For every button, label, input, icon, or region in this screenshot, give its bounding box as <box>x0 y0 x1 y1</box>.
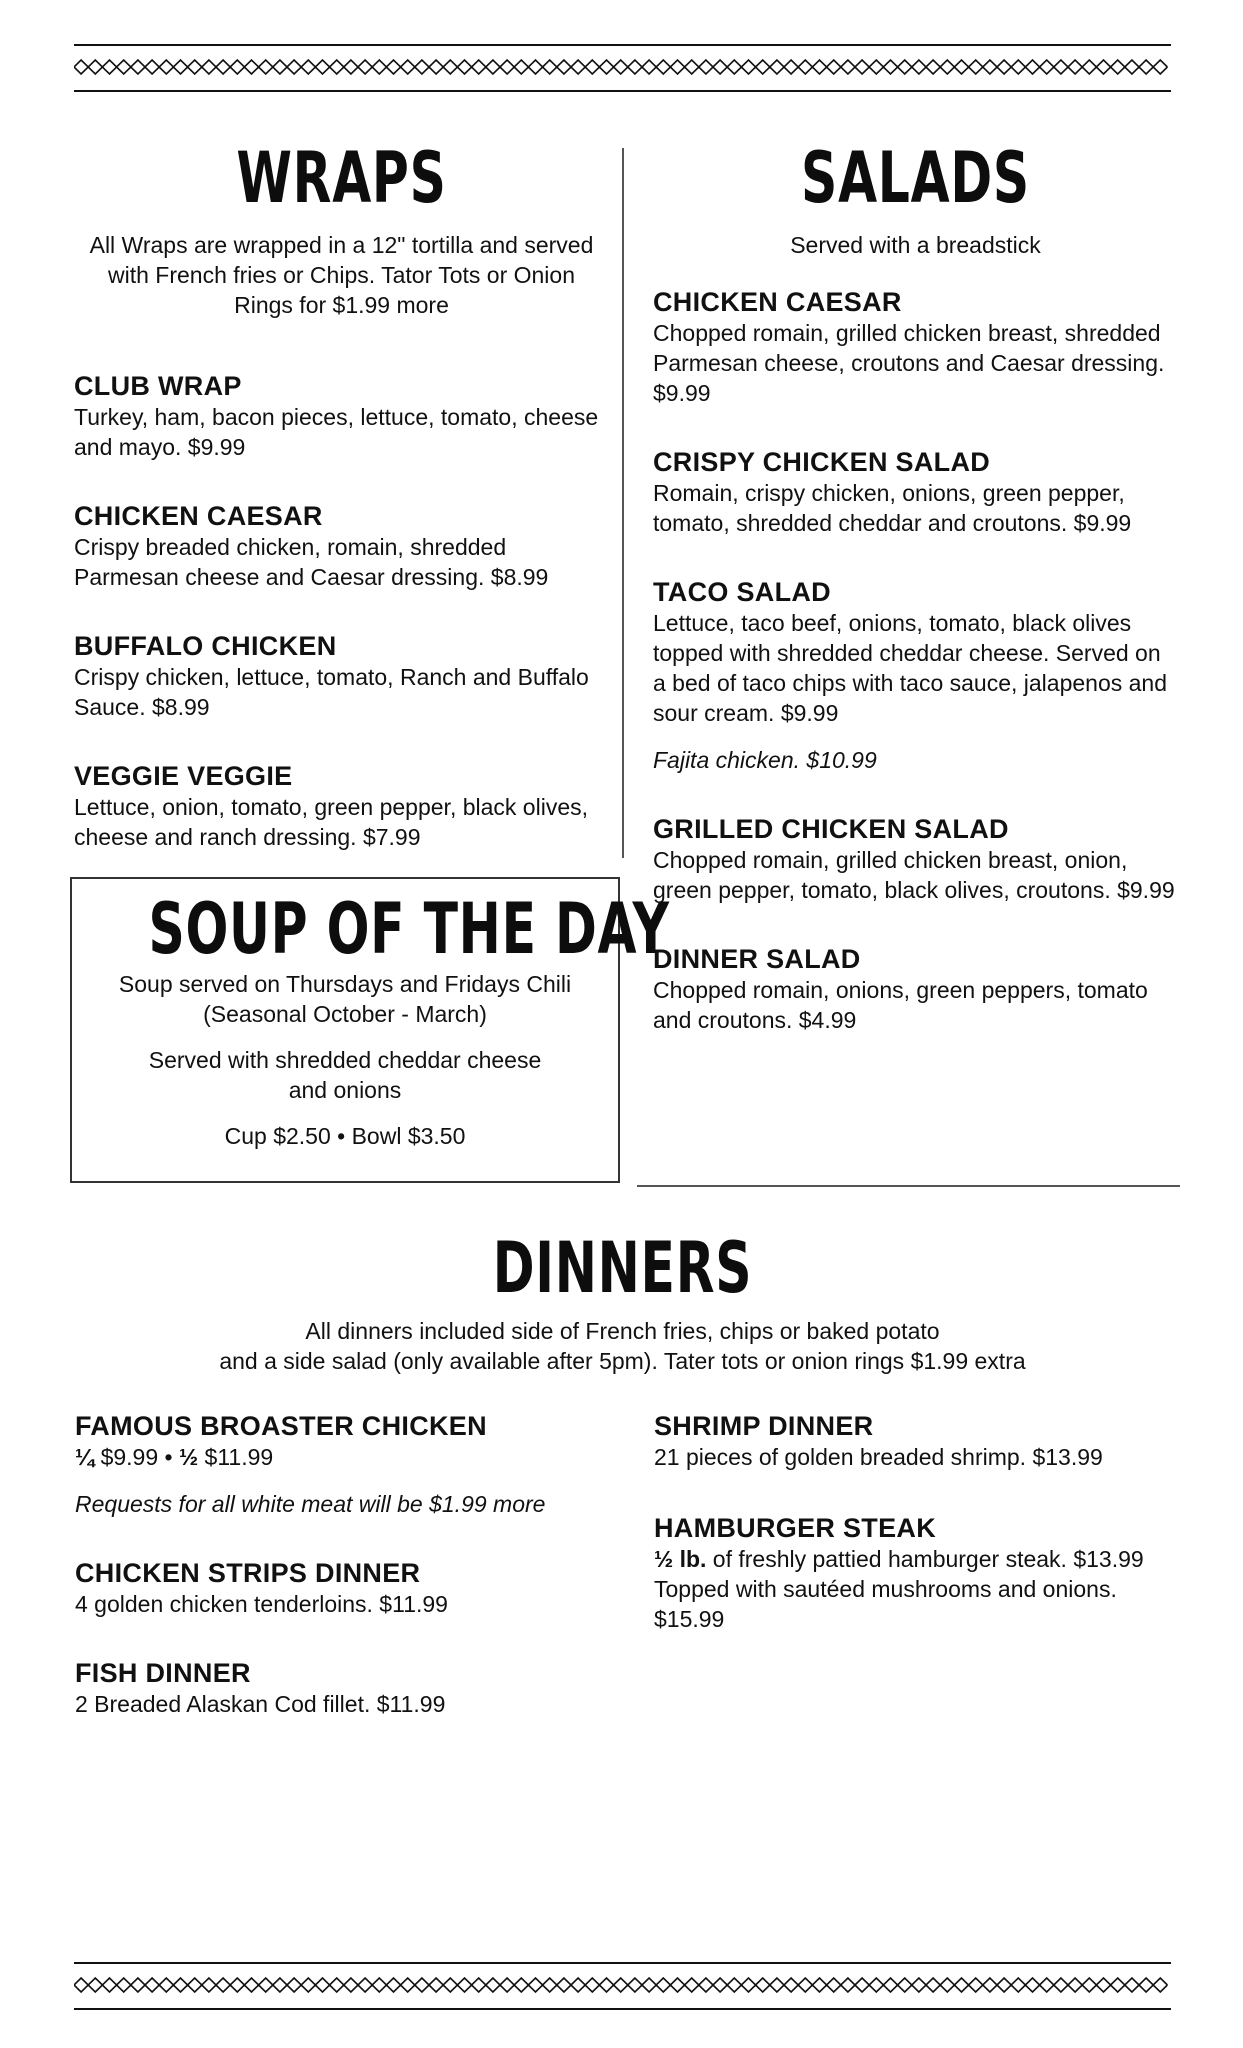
zigzag-upper-stroke <box>74 60 1167 67</box>
dinner-item-name: FAMOUS BROASTER CHICKEN <box>75 1411 487 1441</box>
dinners-heading: DINNERS <box>492 1227 753 1309</box>
dinner-item <box>75 1410 635 1519</box>
salad-item <box>653 576 1178 775</box>
salad-item-name: GRILLED CHICKEN SALAD <box>653 814 1009 844</box>
wraps-section <box>74 138 609 852</box>
dinner-item <box>75 1657 635 1719</box>
salads-intro: Served with a breadstick <box>790 232 1041 258</box>
hamburger-desc-part: of freshly pattied hamburger steak. $13.99 <box>706 1546 1144 1572</box>
dinner-item-name: HAMBURGER STEAK <box>654 1513 937 1543</box>
salad-item-desc: Romain, crispy chicken, onions, green pepper, tomato, shredded cheddar and croutons. $9.99 <box>653 480 1132 536</box>
soup-line: Soup served on Thursdays and Fridays Chili <box>118 971 572 997</box>
dinner-item-desc <box>75 1442 635 1472</box>
salads-bottom-divider <box>637 1185 1180 1187</box>
dinner-item-desc: 4 golden chicken tenderloins. $11.99 <box>75 1591 448 1617</box>
salad-item-name: CHICKEN CAESAR <box>653 287 902 317</box>
quarter-fraction: ¼ <box>75 1444 95 1470</box>
salad-item-name: DINNER SALAD <box>653 944 861 974</box>
salad-item-note: Fajita chicken. $10.99 <box>653 747 877 773</box>
wrap-item-name: CHICKEN CAESAR <box>74 501 323 531</box>
dinner-item <box>75 1557 635 1619</box>
soup-of-the-day-box <box>70 877 670 1183</box>
top-zigzag-pattern <box>74 57 1171 77</box>
salad-item <box>653 446 1178 538</box>
wrap-item <box>74 370 609 462</box>
wrap-item-desc: Crispy breaded chicken, romain, shredded Parmesan cheese and Caesar dressing. $8.99 <box>74 534 549 590</box>
dinner-item <box>654 1512 1179 1634</box>
soup-line: and onions <box>288 1077 402 1103</box>
bottom-border-line-lower <box>74 2008 1171 2010</box>
wrap-item-desc: Lettuce, onion, tomato, green pepper, black olives, cheese and ranch dressing. $7.99 <box>74 794 588 850</box>
wrap-item-desc: Crispy chicken, lettuce, tomato, Ranch and Buffalo Sauce. $8.99 <box>74 664 589 720</box>
wrap-item <box>74 760 609 852</box>
salad-item-desc: Chopped romain, onions, green peppers, tomato and croutons. $4.99 <box>653 977 1148 1033</box>
salad-item-desc: Chopped romain, grilled chicken breast, onion, green pepper, tomato, black olives, croutons. $9.99 <box>653 847 1175 903</box>
half-price: $11.99 <box>198 1444 274 1470</box>
dinner-item <box>654 1410 1179 1472</box>
soup-heading: SOUP OF THE DAY <box>148 888 670 970</box>
dinner-item-desc <box>654 1544 1179 1574</box>
top-border-line-lower <box>74 90 1171 92</box>
soup-price: Cup $2.50 • Bowl $3.50 <box>224 1123 466 1149</box>
dinners-section <box>74 1228 1171 1376</box>
wrap-item-name: VEGGIE VEGGIE <box>74 761 293 791</box>
salad-item-name: CRISPY CHICKEN SALAD <box>653 447 991 477</box>
dinner-item-desc: 2 Breaded Alaskan Cod fillet. $11.99 <box>75 1691 446 1717</box>
dinner-item-note: Requests for all white meat will be $1.99 more <box>75 1491 546 1517</box>
dinner-item-name: SHRIMP DINNER <box>654 1411 874 1441</box>
dinner-item-desc: Topped with sautéed mushrooms and onions. $15.99 <box>654 1576 1117 1632</box>
salad-item-name: TACO SALAD <box>653 577 831 607</box>
salad-item <box>653 286 1178 408</box>
zigzag-lower-stroke <box>74 1985 1167 1992</box>
salads-section <box>653 138 1178 1035</box>
salad-item <box>653 813 1178 905</box>
half-fraction: ½ <box>178 1444 199 1470</box>
dinners-intro-line: All dinners included side of French fries, chips or baked potato <box>305 1318 940 1344</box>
dinner-item-desc: 21 pieces of golden breaded shrimp. $13.99 <box>654 1444 1103 1470</box>
weight-label: ½ lb. <box>654 1546 707 1572</box>
salad-item-desc: Lettuce, taco beef, onions, tomato, black olives topped with shredded cheddar cheese. Served on a bed of taco chips with taco sauce, jalapenos and sour cream. $9.99 <box>653 610 1168 726</box>
column-divider <box>622 148 624 858</box>
zigzag-lower-stroke <box>74 67 1167 74</box>
top-border-line-upper <box>74 44 1171 46</box>
salad-item-desc: Chopped romain, grilled chicken breast, shredded Parmesan cheese, croutons and Caesar dressing. $9.99 <box>653 320 1165 406</box>
wraps-heading: WRAPS <box>236 137 447 219</box>
salads-heading: SALADS <box>801 137 1030 219</box>
wraps-intro: All Wraps are wrapped in a 12" tortilla and served with French fries or Chips. Tator Tots or Onion Rings for $1.99 more <box>89 232 594 318</box>
quarter-price: $9.99 • <box>94 1444 179 1470</box>
dinners-right-column <box>654 1410 1179 1634</box>
dinners-intro-line: and a side salad (only available after 5pm). Tater tots or onion rings $1.99 extra <box>219 1348 1026 1374</box>
salad-item <box>653 943 1178 1035</box>
soup-line: (Seasonal October - March) <box>203 1001 487 1027</box>
bottom-border-line-upper <box>74 1962 1171 1964</box>
wrap-item <box>74 630 609 722</box>
bottom-decorative-border <box>74 1962 1171 2010</box>
wrap-item-name: BUFFALO CHICKEN <box>74 631 337 661</box>
top-decorative-border <box>74 44 1171 92</box>
bottom-zigzag-pattern <box>74 1975 1171 1995</box>
dinners-left-column <box>75 1410 635 1719</box>
zigzag-upper-stroke <box>74 1978 1167 1985</box>
wrap-item-name: CLUB WRAP <box>74 371 242 401</box>
dinner-item-name: FISH DINNER <box>75 1658 251 1688</box>
dinner-item-name: CHICKEN STRIPS DINNER <box>75 1558 421 1588</box>
wrap-item <box>74 500 609 592</box>
wrap-item-desc: Turkey, ham, bacon pieces, lettuce, tomato, cheese and mayo. $9.99 <box>74 404 599 460</box>
soup-line: Served with shredded cheddar cheese <box>148 1047 542 1073</box>
